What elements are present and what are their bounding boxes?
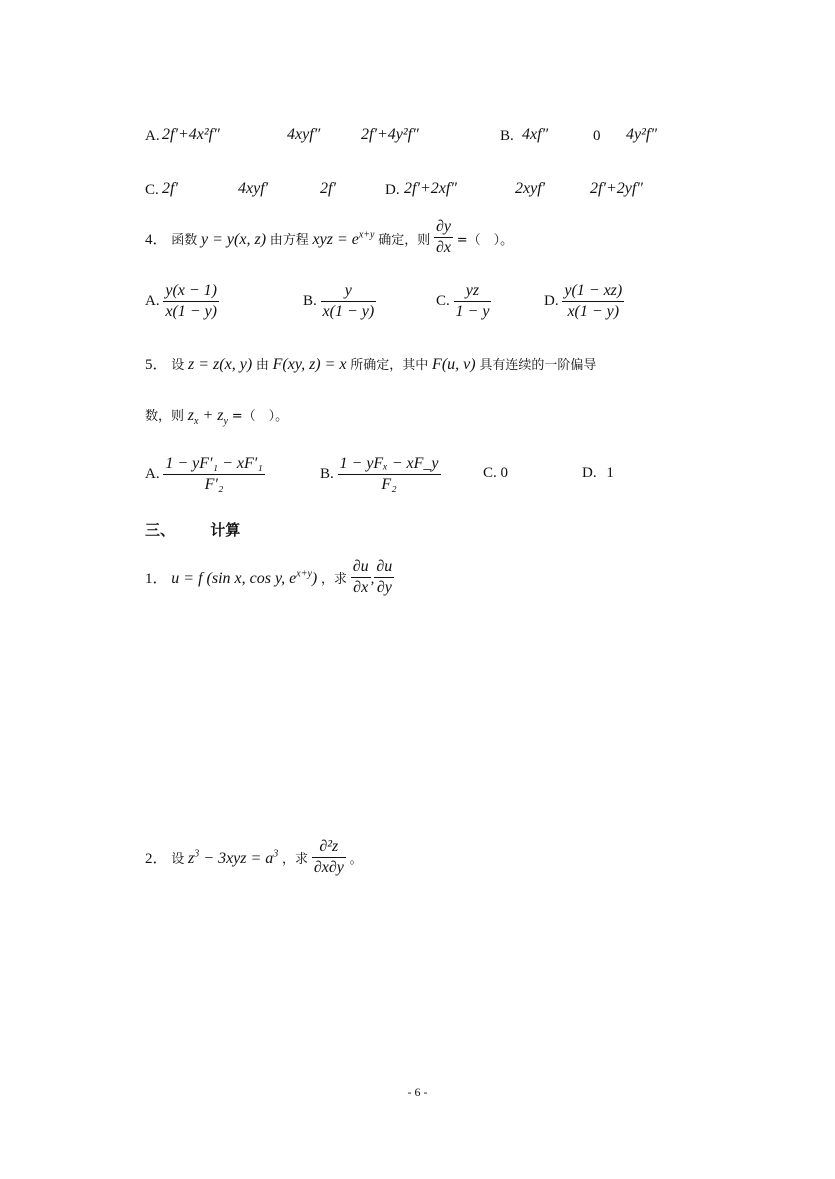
q5-option-b-num: 1 − yFₓ − xF_y — [338, 455, 441, 475]
q4-option-a-label: A. — [145, 292, 160, 309]
q5-option-b-fraction — [338, 455, 441, 494]
option-b-expr-3: 4y²f″ — [626, 126, 658, 143]
q4-option-a-den: x(1 − y) — [165, 303, 217, 320]
q4-option-a — [145, 282, 219, 321]
problem-2 — [145, 838, 363, 877]
p2-expr: $z^3 - 3xyz = a^3$ — [188, 848, 279, 867]
q4-option-d-fraction — [562, 282, 624, 321]
q4-option-d — [544, 282, 624, 321]
q5-option-b — [320, 455, 441, 494]
p2-fraction — [312, 838, 346, 877]
q4-number: 4． — [145, 231, 168, 248]
q4-text-4: =（ ）。 — [456, 232, 514, 248]
option-a-label: A. — [145, 128, 160, 144]
option-c-label: C. — [145, 182, 159, 198]
q4-option-c-fraction — [454, 282, 492, 321]
q4-expr-1: y = y(x, z) — [201, 230, 267, 248]
q5-text-3: 所确定，其中 — [350, 358, 429, 373]
q4-text-1: 函数 — [171, 232, 198, 248]
q4-option-c-num: yz — [454, 282, 492, 302]
q5-option-d-value: 1 — [606, 465, 614, 481]
q4-option-a-num: y(x − 1) — [163, 282, 219, 302]
q5-option-c — [483, 465, 508, 482]
option-d-expr-3: 2f′+2yf″ — [590, 180, 643, 197]
p2-text-1: 设 — [171, 851, 185, 867]
q4-option-d-num: y(1 − xz) — [562, 282, 624, 302]
section-3-number: 三、 — [145, 521, 176, 539]
q4-option-b-fraction — [321, 282, 377, 321]
p2-fraction-den: ∂x∂y — [313, 859, 344, 876]
q5-line2-text-2: =（ ）。 — [231, 409, 289, 424]
q5-option-b-den: F₂ — [381, 476, 397, 493]
p1-text: ，求 — [320, 571, 347, 587]
p2-number: 2． — [145, 850, 168, 867]
q4-text-3: 确定，则 — [378, 232, 431, 248]
p2-fraction-num: ∂²z — [312, 838, 346, 858]
q4-fraction-num: ∂y — [434, 218, 453, 238]
q5-option-a-num: 1 − yF′₁ − xF′₁ — [163, 455, 264, 475]
q5-text-1: 设 — [171, 358, 185, 373]
q5-line2-text-1: 数，则 — [145, 409, 185, 424]
option-b-label: B. — [500, 128, 514, 144]
option-a-expr-2: 4xyf″ — [287, 126, 321, 143]
q5-expr-1: z = z(x, y) — [188, 356, 253, 373]
option-d-label: D. — [385, 182, 400, 198]
q5-option-a-fraction — [163, 455, 264, 494]
section-3-title: 计算 — [210, 521, 241, 539]
p1-fraction-1-den: ∂x — [353, 579, 369, 596]
q4-fraction — [434, 218, 453, 257]
option-c-expr-2: 4xyf′ — [238, 180, 269, 197]
option-b-expr-1: 4xf″ — [522, 126, 549, 143]
q5-number: 5． — [145, 357, 168, 373]
option-c-expr-1: 2f′ — [162, 180, 178, 197]
page-number: - 6 - — [407, 1085, 428, 1099]
q5-option-d-label: D. — [582, 465, 597, 481]
p2-text-2: ，求 — [282, 851, 309, 867]
p2-text-3: 。 — [349, 851, 363, 867]
option-a-expr-3: 2f′+4y²f″ — [361, 126, 419, 143]
q4-option-c-label: C. — [436, 292, 450, 309]
p1-expr: u = f (sin x, cos y, $e^{x+y}$) — [171, 568, 318, 587]
question-4 — [145, 218, 514, 257]
q4-fraction-den: ∂x — [436, 239, 452, 256]
p1-fraction-2-num: ∂u — [374, 558, 394, 578]
q5-line2-expr: $z_x + z_y$ — [187, 407, 228, 428]
q5-option-a-label: A. — [145, 465, 160, 482]
p1-number: 1． — [145, 570, 168, 587]
q5-expr-2: F(xy, z) = x — [272, 356, 347, 373]
section-3-heading — [145, 519, 240, 540]
q4-option-b-label: B. — [303, 292, 317, 309]
p1-fraction-1 — [351, 558, 371, 597]
p1-fraction-2-den: ∂y — [376, 579, 392, 596]
q4-option-b-den: x(1 − y) — [322, 303, 375, 320]
q4-expr-2: xyz = $e^{x+y}$ — [312, 229, 375, 248]
q4-option-a-fraction — [163, 282, 219, 321]
q4-text-2: 由方程 — [269, 232, 309, 248]
q5-option-c-label: C. — [483, 465, 497, 481]
option-c-expr-3: 2f′ — [320, 180, 336, 197]
q4-expr-2-sup: x+y — [358, 229, 375, 241]
q5-option-a-den: F′₂ — [204, 476, 224, 493]
q4-option-c — [436, 282, 491, 321]
p1-fraction-1-num: ∂u — [351, 558, 371, 578]
problem-1 — [145, 558, 394, 597]
q5-option-b-label: B. — [320, 465, 334, 482]
option-b-expr-2: 0 — [593, 128, 601, 144]
q5-text-4: 具有连续的一阶偏导 — [479, 358, 597, 373]
q5-text-2: 由 — [255, 358, 269, 373]
q4-option-b — [303, 282, 376, 321]
p1-comma: , — [370, 570, 375, 587]
question-5 — [145, 353, 596, 374]
q5-option-d — [582, 465, 614, 482]
q5-expr-3: F(u, v) — [432, 356, 476, 373]
q4-option-d-den: x(1 − y) — [567, 303, 620, 320]
q4-option-b-num: y — [321, 282, 377, 302]
q4-option-d-label: D. — [544, 292, 559, 309]
q4-option-c-den: 1 − y — [455, 303, 490, 320]
q5-option-c-value: 0 — [500, 465, 509, 481]
option-d-expr-2: 2xyf′ — [515, 180, 546, 197]
question-5-line-2 — [145, 405, 288, 427]
option-a-expr-1: 2f′+4x²f″ — [162, 126, 220, 143]
q5-option-a — [145, 455, 265, 494]
p1-fraction-2 — [374, 558, 394, 597]
option-d-expr-1: 2f′+2xf″ — [404, 180, 457, 197]
